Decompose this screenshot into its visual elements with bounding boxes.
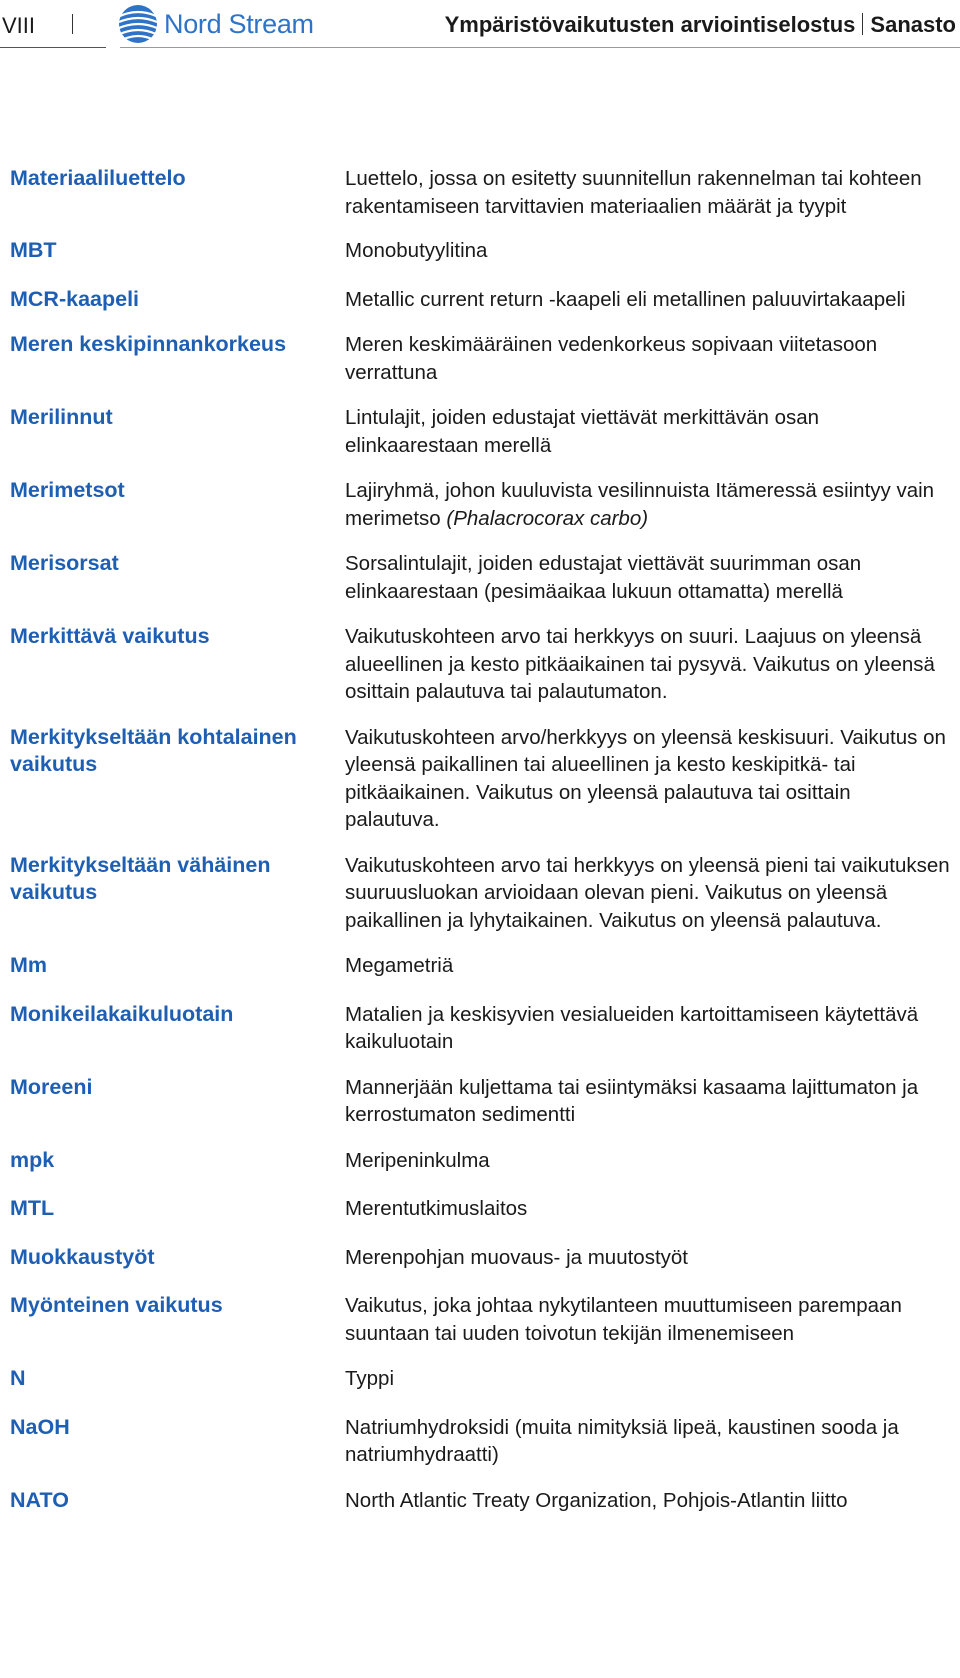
glossary-entry	[0, 1074, 960, 1129]
glossary-list	[0, 165, 960, 1514]
glossary-entry	[0, 1195, 960, 1223]
glossary-term: MBT	[10, 238, 57, 262]
glossary-entry	[0, 1244, 960, 1272]
glossary-definition: North Atlantic Treaty Organization, Pohjois-Atlantin liitto	[345, 1488, 848, 1512]
glossary-definition: Typpi	[345, 1367, 394, 1390]
page-header	[0, 0, 960, 48]
page-number: VIII	[2, 13, 36, 38]
glossary-entry	[0, 550, 960, 605]
glossary-definition: Meripeninkulma	[345, 1148, 490, 1172]
glossary-entry	[0, 1292, 960, 1347]
glossary-definition: Sorsalintulajit, joiden edustajat viettävät suurimman osan elinkaarestaan (pesimäaikaa lukuun ottamatta) merellä	[345, 552, 862, 603]
glossary-definition: Mannerjään kuljettama tai esiintymäksi kasaama lajittumaton ja kerrostumaton sedimentti	[345, 1075, 919, 1126]
glossary-definition: Merenpohjan muovaus- ja muutostyöt	[345, 1245, 688, 1269]
glossary-definition: Lintulajit, joiden edustajat viettävät merkittävän osan elinkaarestaan merellä	[345, 406, 820, 457]
header-rule	[120, 47, 960, 48]
glossary-definition: Natriumhydroksidi (muita nimityksiä lipeä, kaustinen sooda ja natriumhydraatti)	[345, 1415, 899, 1466]
glossary-entry	[0, 165, 960, 220]
glossary-entry	[0, 1147, 960, 1175]
glossary-entry	[0, 1414, 960, 1469]
glossary-term: MTL	[10, 1196, 55, 1220]
species-name: (Phalacrocorax carbo)	[446, 506, 649, 530]
glossary-entry	[0, 477, 960, 532]
glossary-term: N	[10, 1366, 26, 1390]
header-divider	[72, 14, 73, 34]
header-rule	[0, 47, 106, 48]
glossary-term: MCR-kaapeli	[10, 286, 140, 311]
glossary-term: Myönteinen vaikutus	[10, 1293, 223, 1317]
glossary-definition: Vaikutuskohteen arvo/herkkyys on yleensä keskisuuri. Vaikutus on yleensä paikallinen tai alueellinen ja kesto keskipitkä- tai pitkäaikainen. Vaikutus on yleensä palautuva tai osittain palautuva.	[345, 725, 946, 831]
glossary-term: Merkitykseltään vähäinen vaikutus	[10, 852, 271, 904]
glossary-definition: Metallic current return -kaapeli eli metallinen paluuvirtakaapeli	[345, 287, 906, 311]
nord-stream-logo	[118, 4, 314, 44]
glossary-entry	[0, 331, 960, 386]
glossary-entry	[0, 852, 960, 935]
glossary-definition: Meren keskimääräinen vedenkorkeus sopivaan viitetasoon verrattuna	[345, 333, 878, 384]
glossary-entry	[0, 1487, 960, 1515]
glossary-definition: Vaikutuskohteen arvo tai herkkyys on suuri. Laajuus on yleensä alueellinen ja kesto pitkäaikainen tai pysyvä. Vaikutus on yleensä osittain palautuva tai palautumaton.	[345, 625, 935, 703]
glossary-definition: Vaikutuskohteen arvo tai herkkyys on yleensä pieni tai vaikutuksen suuruusluokan arvioidaan olevan pieni. Vaikutus on yleensä paikallinen ja lyhytaikainen. Vaikutus on yleensä palautuva.	[345, 853, 950, 932]
glossary-term: Merkittävä vaikutus	[10, 624, 210, 648]
globe-icon	[118, 4, 158, 44]
definition-text: Lajiryhmä, johon kuuluvista vesilinnuista Itämeressä esiintyy vain merimetso	[345, 479, 935, 530]
glossary-entry	[0, 952, 960, 980]
title-divider	[862, 13, 863, 35]
glossary-term: Merilinnut	[10, 405, 113, 429]
logo-text: Nord Stream	[164, 8, 314, 39]
glossary-term: Materiaaliluettelo	[10, 166, 186, 190]
glossary-term: Meren keskipinnankorkeus	[10, 332, 287, 356]
glossary-term: Monikeilakaikuluotain	[10, 1001, 234, 1026]
glossary-entry	[0, 1001, 960, 1056]
glossary-entry	[0, 404, 960, 459]
glossary-term: Merisorsat	[10, 551, 119, 575]
glossary-term: NaOH	[10, 1414, 70, 1439]
glossary-term: Moreeni	[10, 1074, 93, 1099]
glossary-term: Mm	[10, 953, 48, 977]
glossary-term: Merimetsot	[10, 478, 125, 502]
glossary-term: mpk	[10, 1147, 55, 1172]
glossary-definition: Matalien ja keskisyvien vesialueiden kartoittamiseen käytettävä kaikuluotain	[345, 1002, 919, 1053]
document-title	[445, 12, 956, 38]
glossary-definition: Monobutyylitina	[345, 239, 488, 262]
glossary-definition: Merentutkimuslaitos	[345, 1197, 528, 1220]
document-section: Sanasto	[870, 12, 956, 37]
glossary-entry	[0, 623, 960, 706]
glossary-term: Merkitykseltään kohtalainen vaikutus	[10, 724, 297, 776]
document-title-main: Ympäristövaikutusten arviointiselostus	[444, 12, 856, 37]
glossary-entry	[0, 724, 960, 834]
glossary-entry	[0, 1365, 960, 1393]
glossary-term: NATO	[10, 1487, 69, 1512]
glossary-definition: Vaikutus, joka johtaa nykytilanteen muuttumiseen parempaan suuntaan tai uuden toivotun tekijän ilmenemiseen	[345, 1294, 902, 1345]
glossary-entry	[0, 286, 960, 314]
glossary-definition: Luettelo, jossa on esitetty suunnitellun rakennelman tai kohteen rakentamiseen tarvittavien materiaalien määrät ja tyypit	[345, 167, 922, 218]
glossary-term: Muokkaustyöt	[10, 1244, 155, 1269]
glossary-entry	[0, 237, 960, 265]
glossary-definition	[335, 477, 950, 532]
glossary-definition: Megametriä	[345, 954, 454, 977]
